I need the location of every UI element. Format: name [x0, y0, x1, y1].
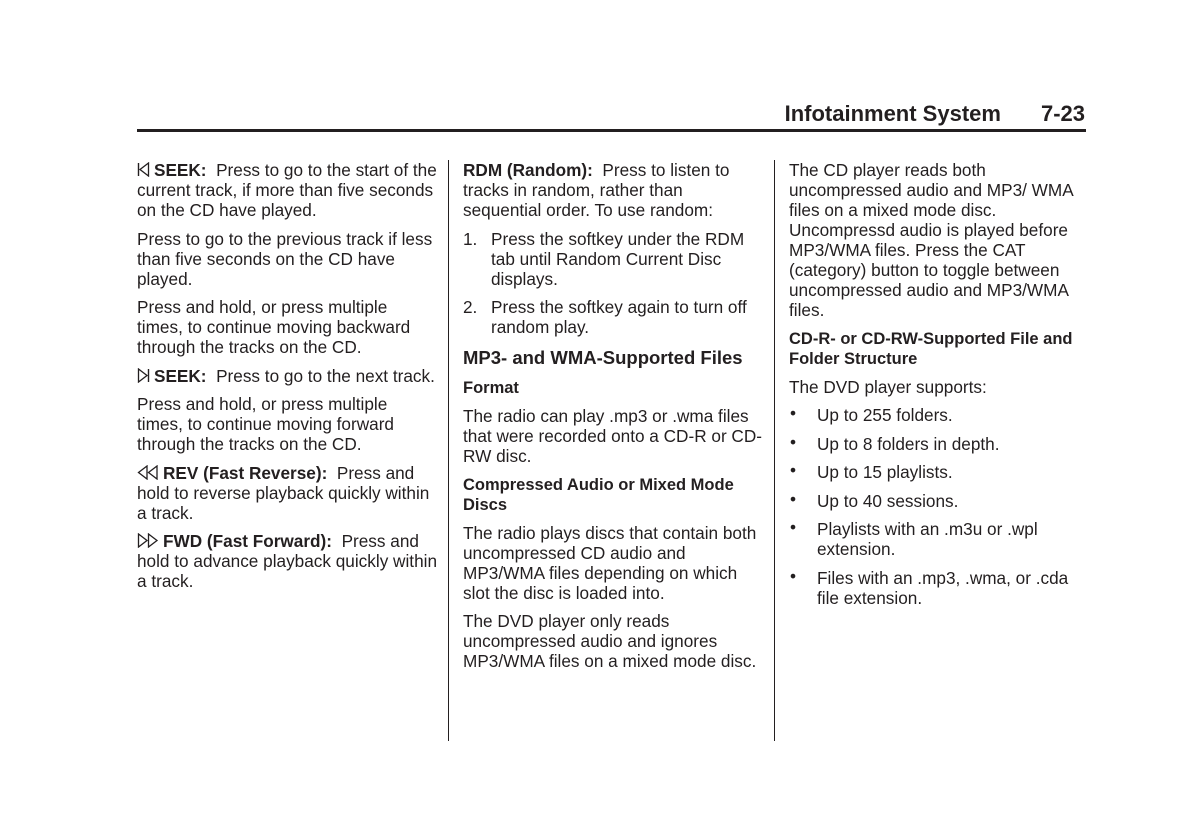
format-heading: Format: [463, 379, 519, 397]
column-1: [137, 160, 437, 600]
structure-heading: CD-R- or CD-RW-Supported File and Folder Structure: [789, 329, 1073, 368]
bullet-item: [789, 568, 1089, 608]
step-item: [463, 229, 763, 289]
seek-forward-icon: [137, 368, 150, 383]
page-header: [137, 101, 1085, 131]
format-text: The radio can play .mp3 or .wma files that were recorded onto a CD-R or CD-RW disc.: [463, 406, 762, 466]
section-heading: MP3- and WMA-Supported Files: [463, 347, 743, 368]
step-text: Press the softkey again to turn off random play.: [491, 297, 747, 337]
bullet-item: [789, 519, 1089, 559]
dvd-text: The DVD player only reads uncompressed audio and ignores MP3/WMA files on a mixed mode disc.: [463, 611, 757, 671]
cd-player-text: The CD player reads both uncompressed audio and MP3/ WMA files on a mixed mode disc. Uncompressd audio is played before MP3/WMA files. Press the CAT (category) button to toggle between uncompressed audio and MP3/WMA files.: [789, 160, 1073, 320]
seek-forward-text: Press to go to the next track.: [216, 365, 435, 386]
bullet-icon: [789, 462, 817, 482]
bullet-text: Files with an .mp3, .wma, or .cda file extension.: [817, 567, 1069, 608]
random-paragraph: [463, 160, 763, 220]
bullet-icon: [789, 519, 817, 559]
bullet-icon: [789, 491, 817, 511]
bullet-item: [789, 462, 1089, 482]
bullet-text: Up to 40 sessions.: [817, 490, 959, 511]
supports-text: The DVD player supports:: [789, 376, 987, 397]
seek-back-text: Press to go to the start of the current track, if more than five seconds on the CD have played.: [137, 160, 437, 220]
bullet-icon: [789, 405, 817, 425]
bullet-icon: [789, 568, 817, 608]
seek-back-label: SEEK:: [154, 160, 207, 180]
compressed-heading: Compressed Audio or Mixed Mode Discs: [463, 475, 734, 514]
forward-paragraph: [137, 531, 437, 591]
compressed-text: The radio plays discs that contain both uncompressed CD audio and MP3/WMA files depending on which slot the disc is loaded into.: [463, 522, 757, 603]
reverse-text: Press and hold to reverse playback quickly within a track.: [137, 462, 430, 523]
page-number: 7-23: [1040, 101, 1085, 126]
reverse-paragraph: [137, 463, 437, 523]
previous-track-paragraph: Press to go to the previous track if less than five seconds on the CD have played.: [137, 228, 433, 289]
fast-reverse-icon: [137, 465, 159, 480]
step-item: [463, 297, 763, 337]
seek-forward-paragraph: [137, 366, 437, 386]
seek-back-icon: [137, 162, 150, 177]
bullet-icon: [789, 434, 817, 454]
forward-text: Press and hold to advance playback quickly within a track.: [137, 531, 438, 591]
header-rule: [137, 129, 1086, 132]
step-number: 2.: [463, 297, 478, 317]
seek-back-hold-paragraph: Press and hold, or press multiple times, to continue moving backward through the tracks on the CD.: [137, 297, 411, 357]
column-divider: [448, 160, 449, 741]
bullet-text: Up to 255 folders.: [817, 405, 953, 425]
seek-forward-hold-paragraph: Press and hold, or press multiple times, to continue moving forward through the tracks on the CD.: [137, 394, 394, 454]
bullet-item: [789, 491, 1089, 511]
reverse-label: REV (Fast Reverse):: [163, 462, 328, 483]
forward-label: FWD (Fast Forward):: [163, 531, 332, 551]
bullet-text: Up to 15 playlists.: [817, 462, 953, 482]
column-2: [463, 160, 763, 680]
step-text: Press the softkey under the RDM tab until Random Current Disc displays.: [491, 228, 745, 289]
section-title: Infotainment System: [784, 101, 1001, 126]
random-text: Press to listen to tracks in random, rather than sequential order. To use random:: [463, 160, 730, 220]
random-label: RDM (Random):: [463, 160, 593, 180]
bullet-text: Up to 8 folders in depth.: [817, 433, 1000, 454]
step-number: 1.: [463, 228, 478, 249]
bullet-item: [789, 434, 1089, 454]
bullet-text: Playlists with an .m3u or .wpl extension.: [817, 519, 1038, 559]
column-3: [789, 160, 1089, 616]
seek-back-paragraph: [137, 160, 437, 220]
fast-forward-icon: [137, 533, 159, 548]
bullet-item: [789, 405, 1089, 425]
seek-forward-label: SEEK:: [154, 365, 207, 386]
column-divider: [774, 160, 775, 741]
